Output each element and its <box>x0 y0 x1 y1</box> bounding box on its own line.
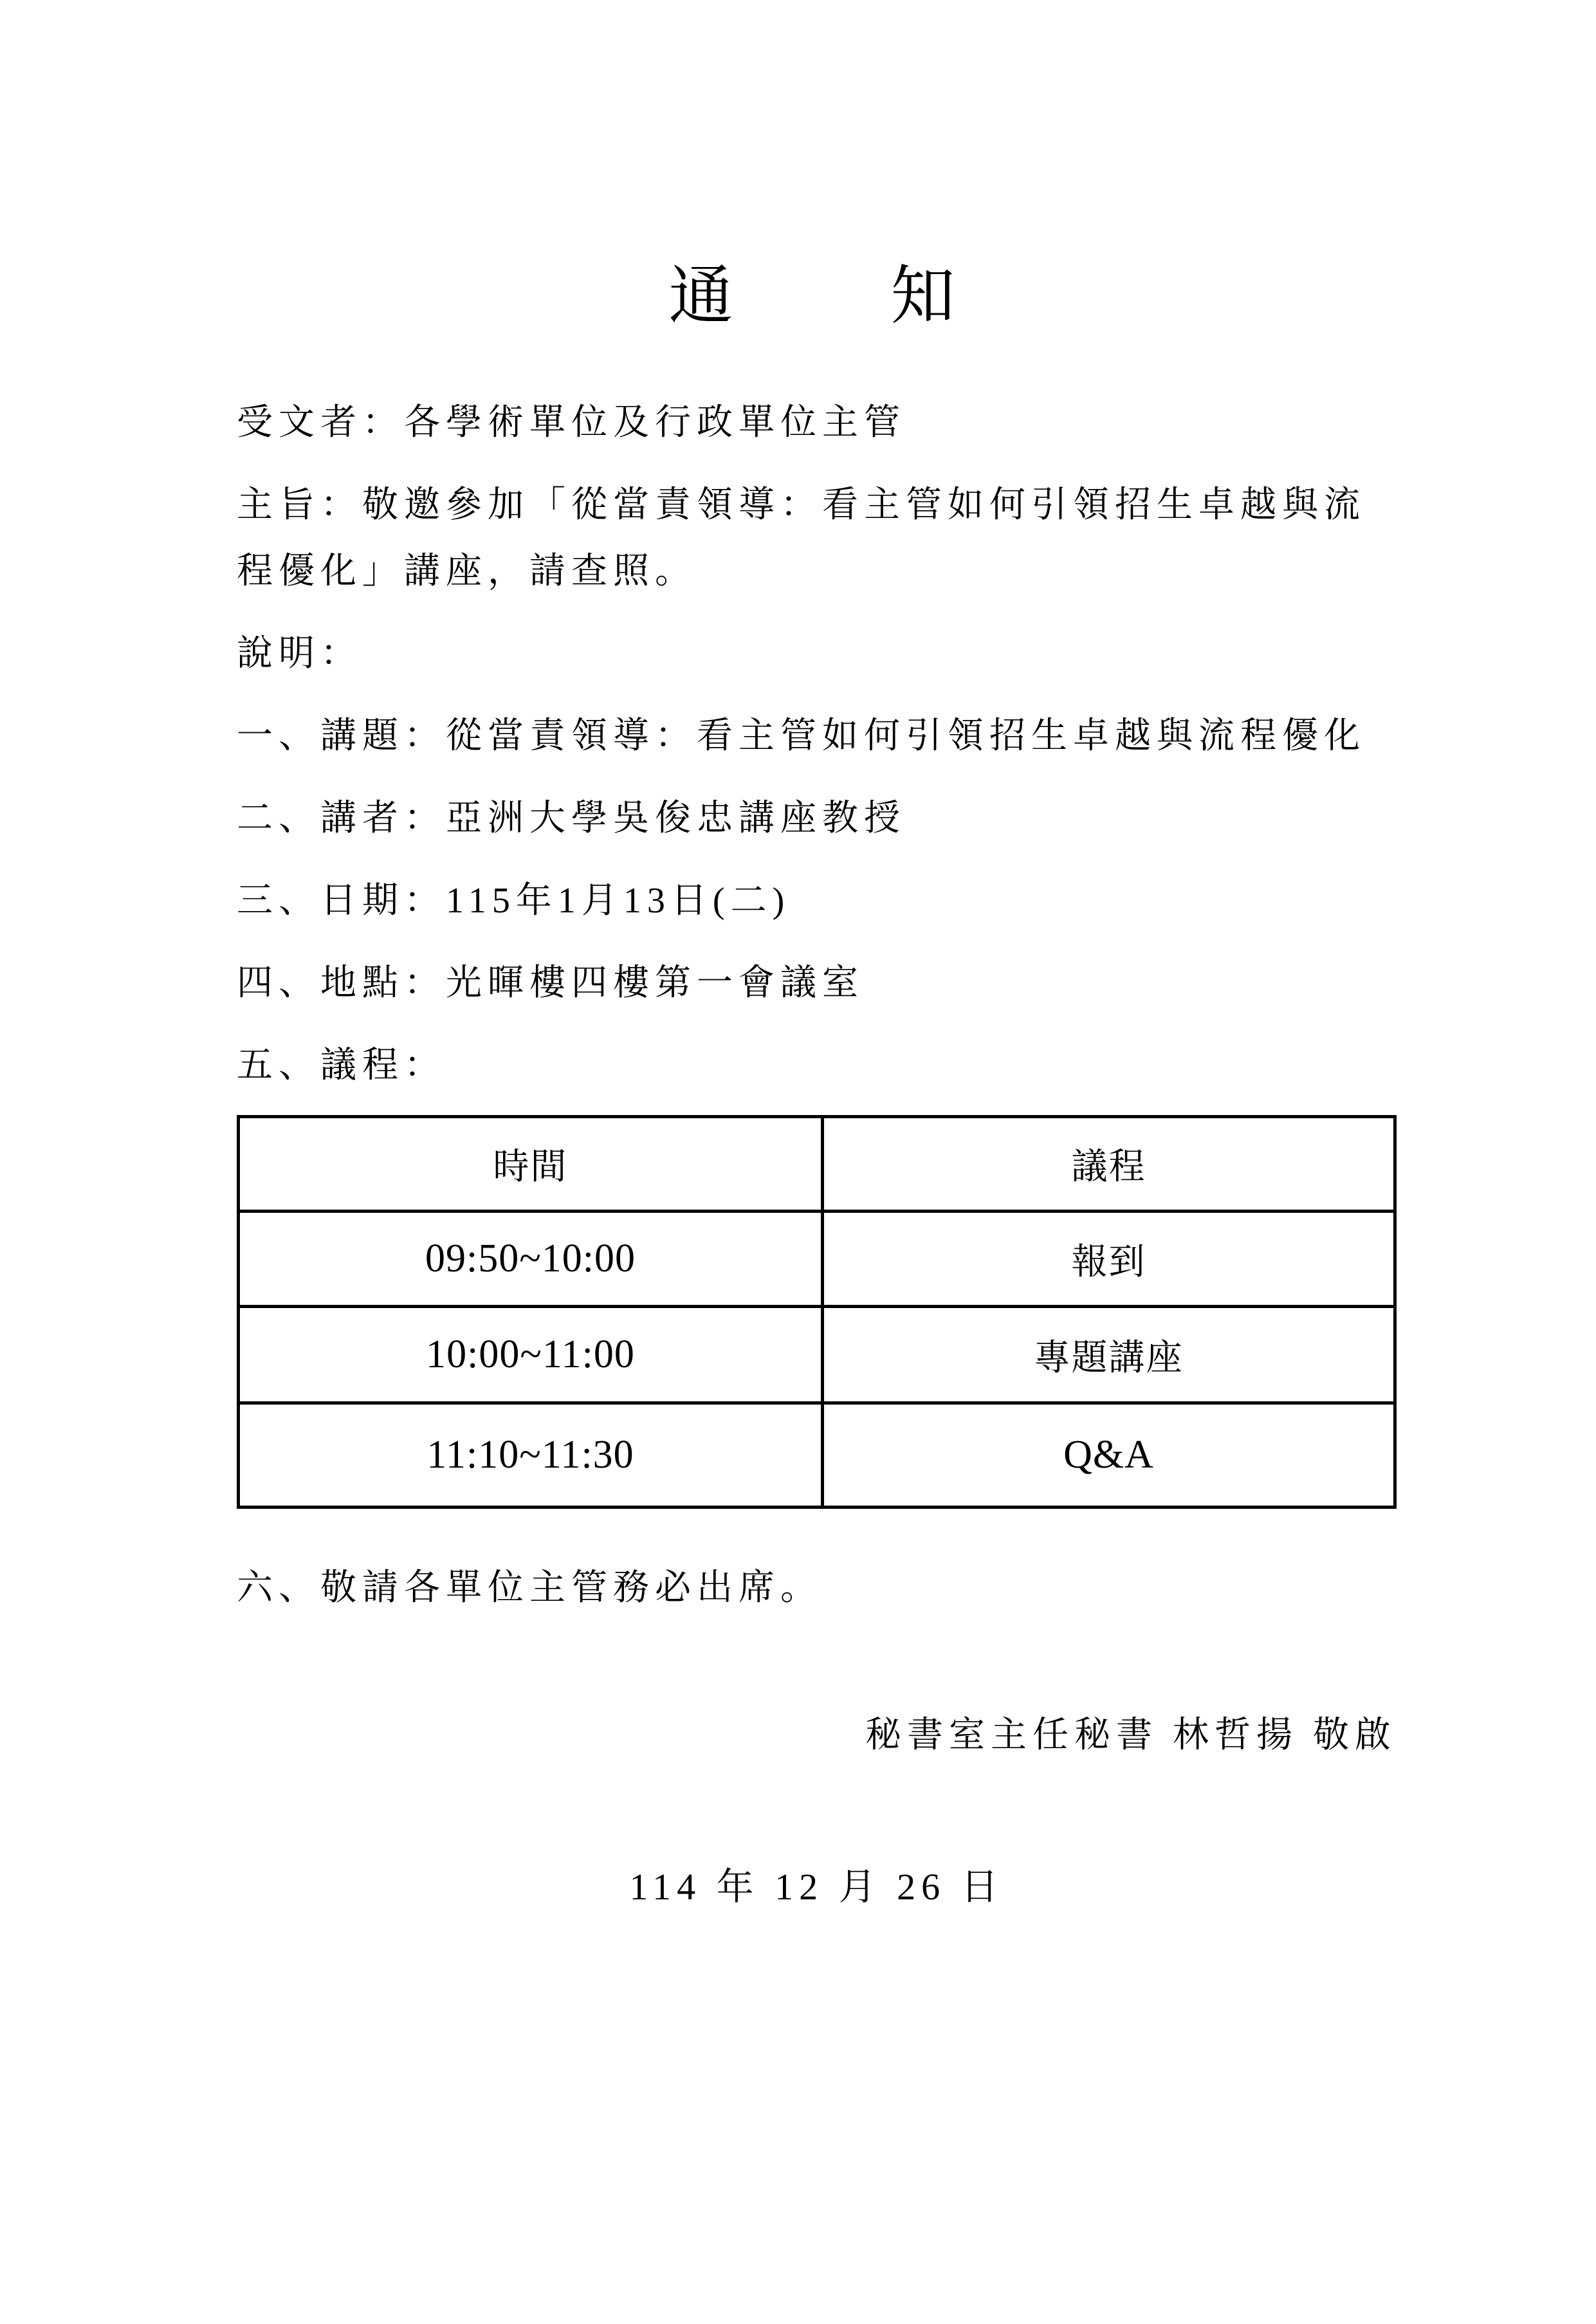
closing-item: 六、敬請各單位主管務必出席。 <box>237 1568 822 1608</box>
agenda-time-cell: 11:10~11:30 <box>239 1403 823 1508</box>
document-title: 通 知 <box>668 261 965 332</box>
item-speaker: 二、講者：亞洲大學吳俊忠講座教授 <box>237 798 906 838</box>
agenda-header-time: 時間 <box>239 1117 823 1212</box>
item-location: 四、地點：光暉樓四樓第一會議室 <box>237 963 864 1003</box>
table-row <box>239 1403 1395 1508</box>
table-row <box>239 1307 1395 1403</box>
agenda-table <box>237 1115 1397 1509</box>
date-line: 114 年 12 月 26 日 <box>629 1866 1004 1908</box>
explanation-heading: 說明： <box>237 634 362 674</box>
table-row <box>239 1212 1395 1307</box>
document-body <box>0 263 1596 1920</box>
subject-line: 主旨：敬邀參加「從當責領導：看主管如何引領招生卓越與流程優化」講座，請查照。 <box>237 485 1366 591</box>
agenda-time-cell: 10:00~11:00 <box>239 1307 823 1403</box>
item-date: 三、日期：115年1月13日(二) <box>237 881 791 921</box>
recipient-line: 受文者：各學術單位及行政單位主管 <box>237 403 906 443</box>
agenda-item-cell: 報到 <box>822 1212 1395 1307</box>
agenda-header-agenda: 議程 <box>822 1117 1395 1212</box>
item-topic: 一、講題：從當責領導：看主管如何引領招生卓越與流程優化 <box>237 716 1366 756</box>
agenda-header-row <box>239 1117 1395 1212</box>
item-agenda-label: 五、議程： <box>237 1046 446 1085</box>
signature-line: 秘書室主任秘書 林哲揚 敬啟 <box>865 1715 1397 1755</box>
agenda-item-cell: 專題講座 <box>822 1307 1395 1403</box>
agenda-item-cell: Q&A <box>822 1403 1395 1508</box>
agenda-time-cell: 09:50~10:00 <box>239 1212 823 1307</box>
